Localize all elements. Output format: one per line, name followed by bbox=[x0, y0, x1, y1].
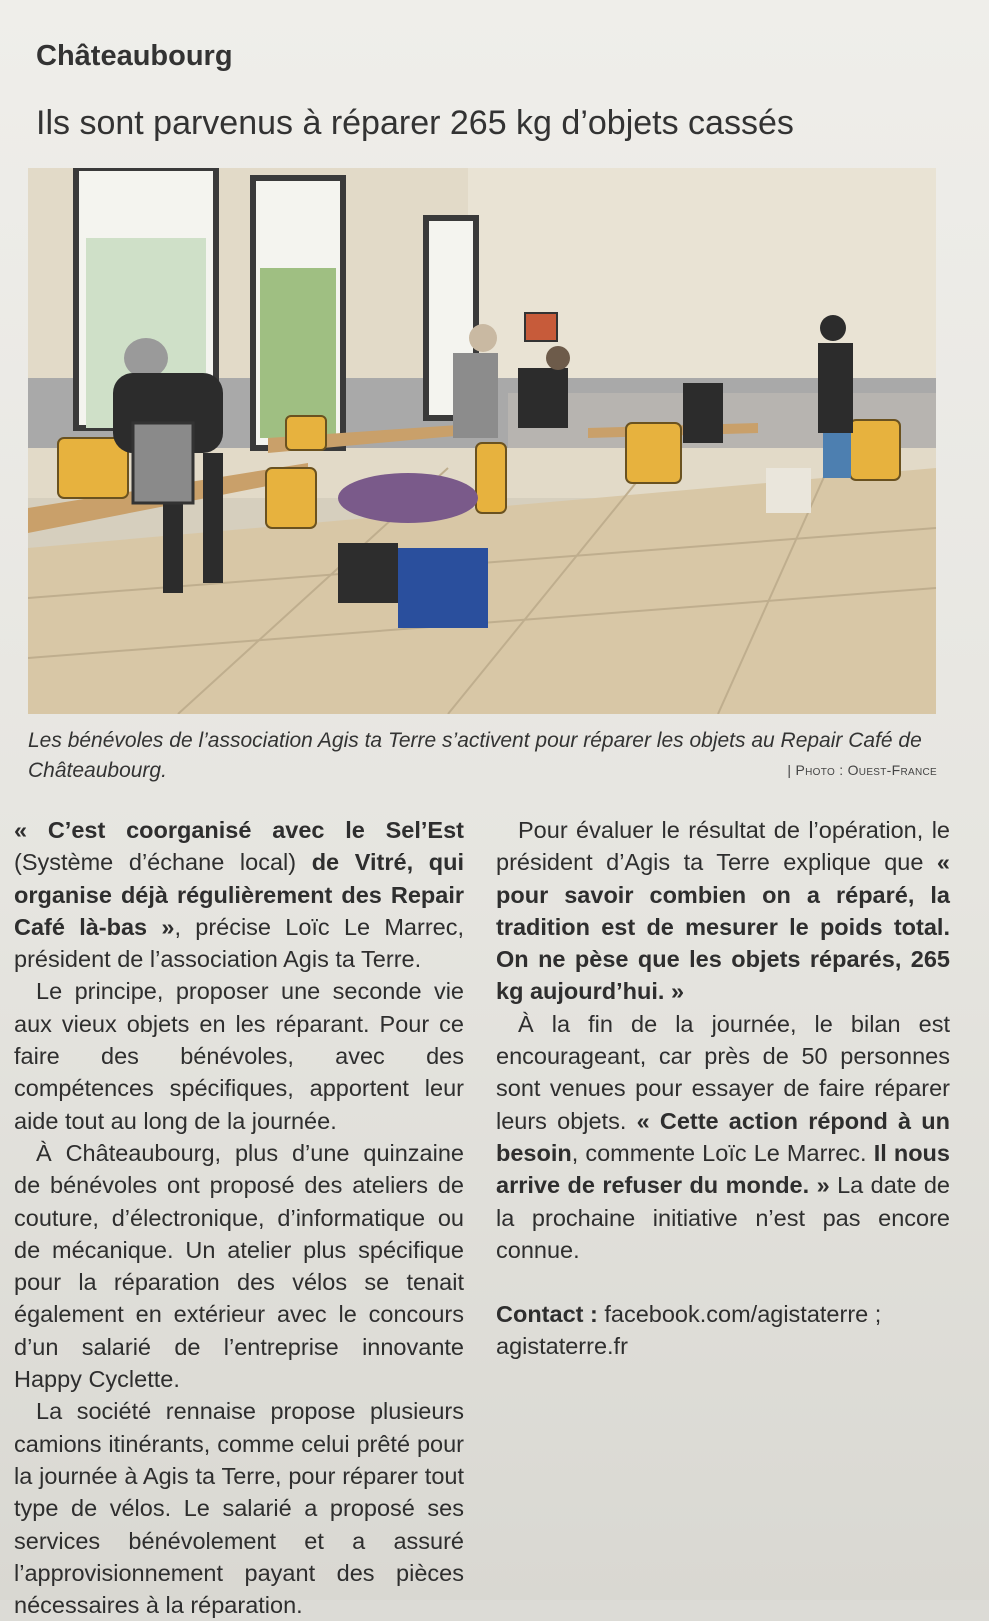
article-photo bbox=[28, 168, 936, 714]
result-intro: À la fin de la journée, le bilan est encourageant, car près de 50 personnes sont venues pour essayer de faire réparer leurs objets. bbox=[496, 1010, 950, 1134]
photo-caption: Les bénévoles de l’association Agis ta Terre s’activent pour réparer les objets au Repair Café de Châteaubourg. bbox=[28, 729, 922, 782]
paragraph-evaluation bbox=[496, 814, 950, 1008]
contact-line bbox=[496, 1298, 950, 1363]
intro-paren: (Système d’échane local) bbox=[14, 849, 312, 876]
repair-cafe-photo bbox=[28, 168, 936, 714]
paragraph-principle: Le principe, proposer une seconde vie aux vieux objets en les réparant. Pour ce faire des bénévoles, avec des compétences spécifiques, apportent leur aide tout au long de la journée. bbox=[14, 978, 464, 1134]
result-quote-1: « Cette action répond à un besoin bbox=[496, 1107, 951, 1166]
paragraph-volunteers: À Châteaubourg, plus d’une quinzaine de bénévoles ont proposé des ateliers de couture, d’électronique, d’informatique ou de mécanique. Un atelier plus spécifique pour la réparation des vélos se tenait également en extérieur avec le concours d’un salarié de l’entreprise innovante Happy Cyclette. bbox=[14, 1139, 464, 1393]
intro-rest: , précise Loïc Le Marrec, président de l’association Agis ta Terre. bbox=[14, 913, 464, 973]
intro-quote-continued: de Vitré, qui organise déjà régulièrement des Repair Café là-bas » bbox=[14, 849, 464, 940]
paragraph-result bbox=[496, 1008, 950, 1266]
intro-quote: « C’est coorganisé avec le Sel’Est bbox=[14, 817, 464, 843]
evaluation-quote: « pour savoir combien on a réparé, la tradition est de mesurer le poids total. On ne pèse que les objets réparés, 265 kg aujourd’hui. » bbox=[496, 849, 950, 1005]
paragraph-intro bbox=[14, 814, 464, 975]
contact-label: Contact : bbox=[496, 1301, 598, 1328]
result-end: La date de la prochaine initiative n’est pas encore connue. bbox=[496, 1172, 950, 1263]
contact-value: facebook.com/agistaterre ; agistaterre.fr bbox=[496, 1301, 882, 1360]
result-quote-2: Il nous arrive de refuser du monde. » bbox=[496, 1139, 950, 1199]
photo-credit: | Photo : Ouest-France bbox=[787, 762, 937, 778]
result-mid: , commente Loïc Le Marrec. bbox=[571, 1139, 874, 1166]
section-title: Châteaubourg bbox=[36, 40, 233, 72]
evaluation-intro: Pour évaluer le résultat de l’opération, le président d’Agis ta Terre explique que bbox=[496, 817, 950, 876]
article-column-left bbox=[14, 814, 464, 1621]
paragraph-company: La société rennaise propose plusieurs camions itinérants, comme celui prêté pour la journée à Agis ta Terre, pour réparer tout type de vélos. Le salarié a proposé ses services bénévolement et a assuré l’approvisionnement payant des pièces nécessaires à la réparation. bbox=[14, 1398, 464, 1619]
headline: Ils sont parvenus à réparer 265 kg d’objets cassés bbox=[36, 104, 794, 142]
article-column-right bbox=[496, 814, 950, 1363]
